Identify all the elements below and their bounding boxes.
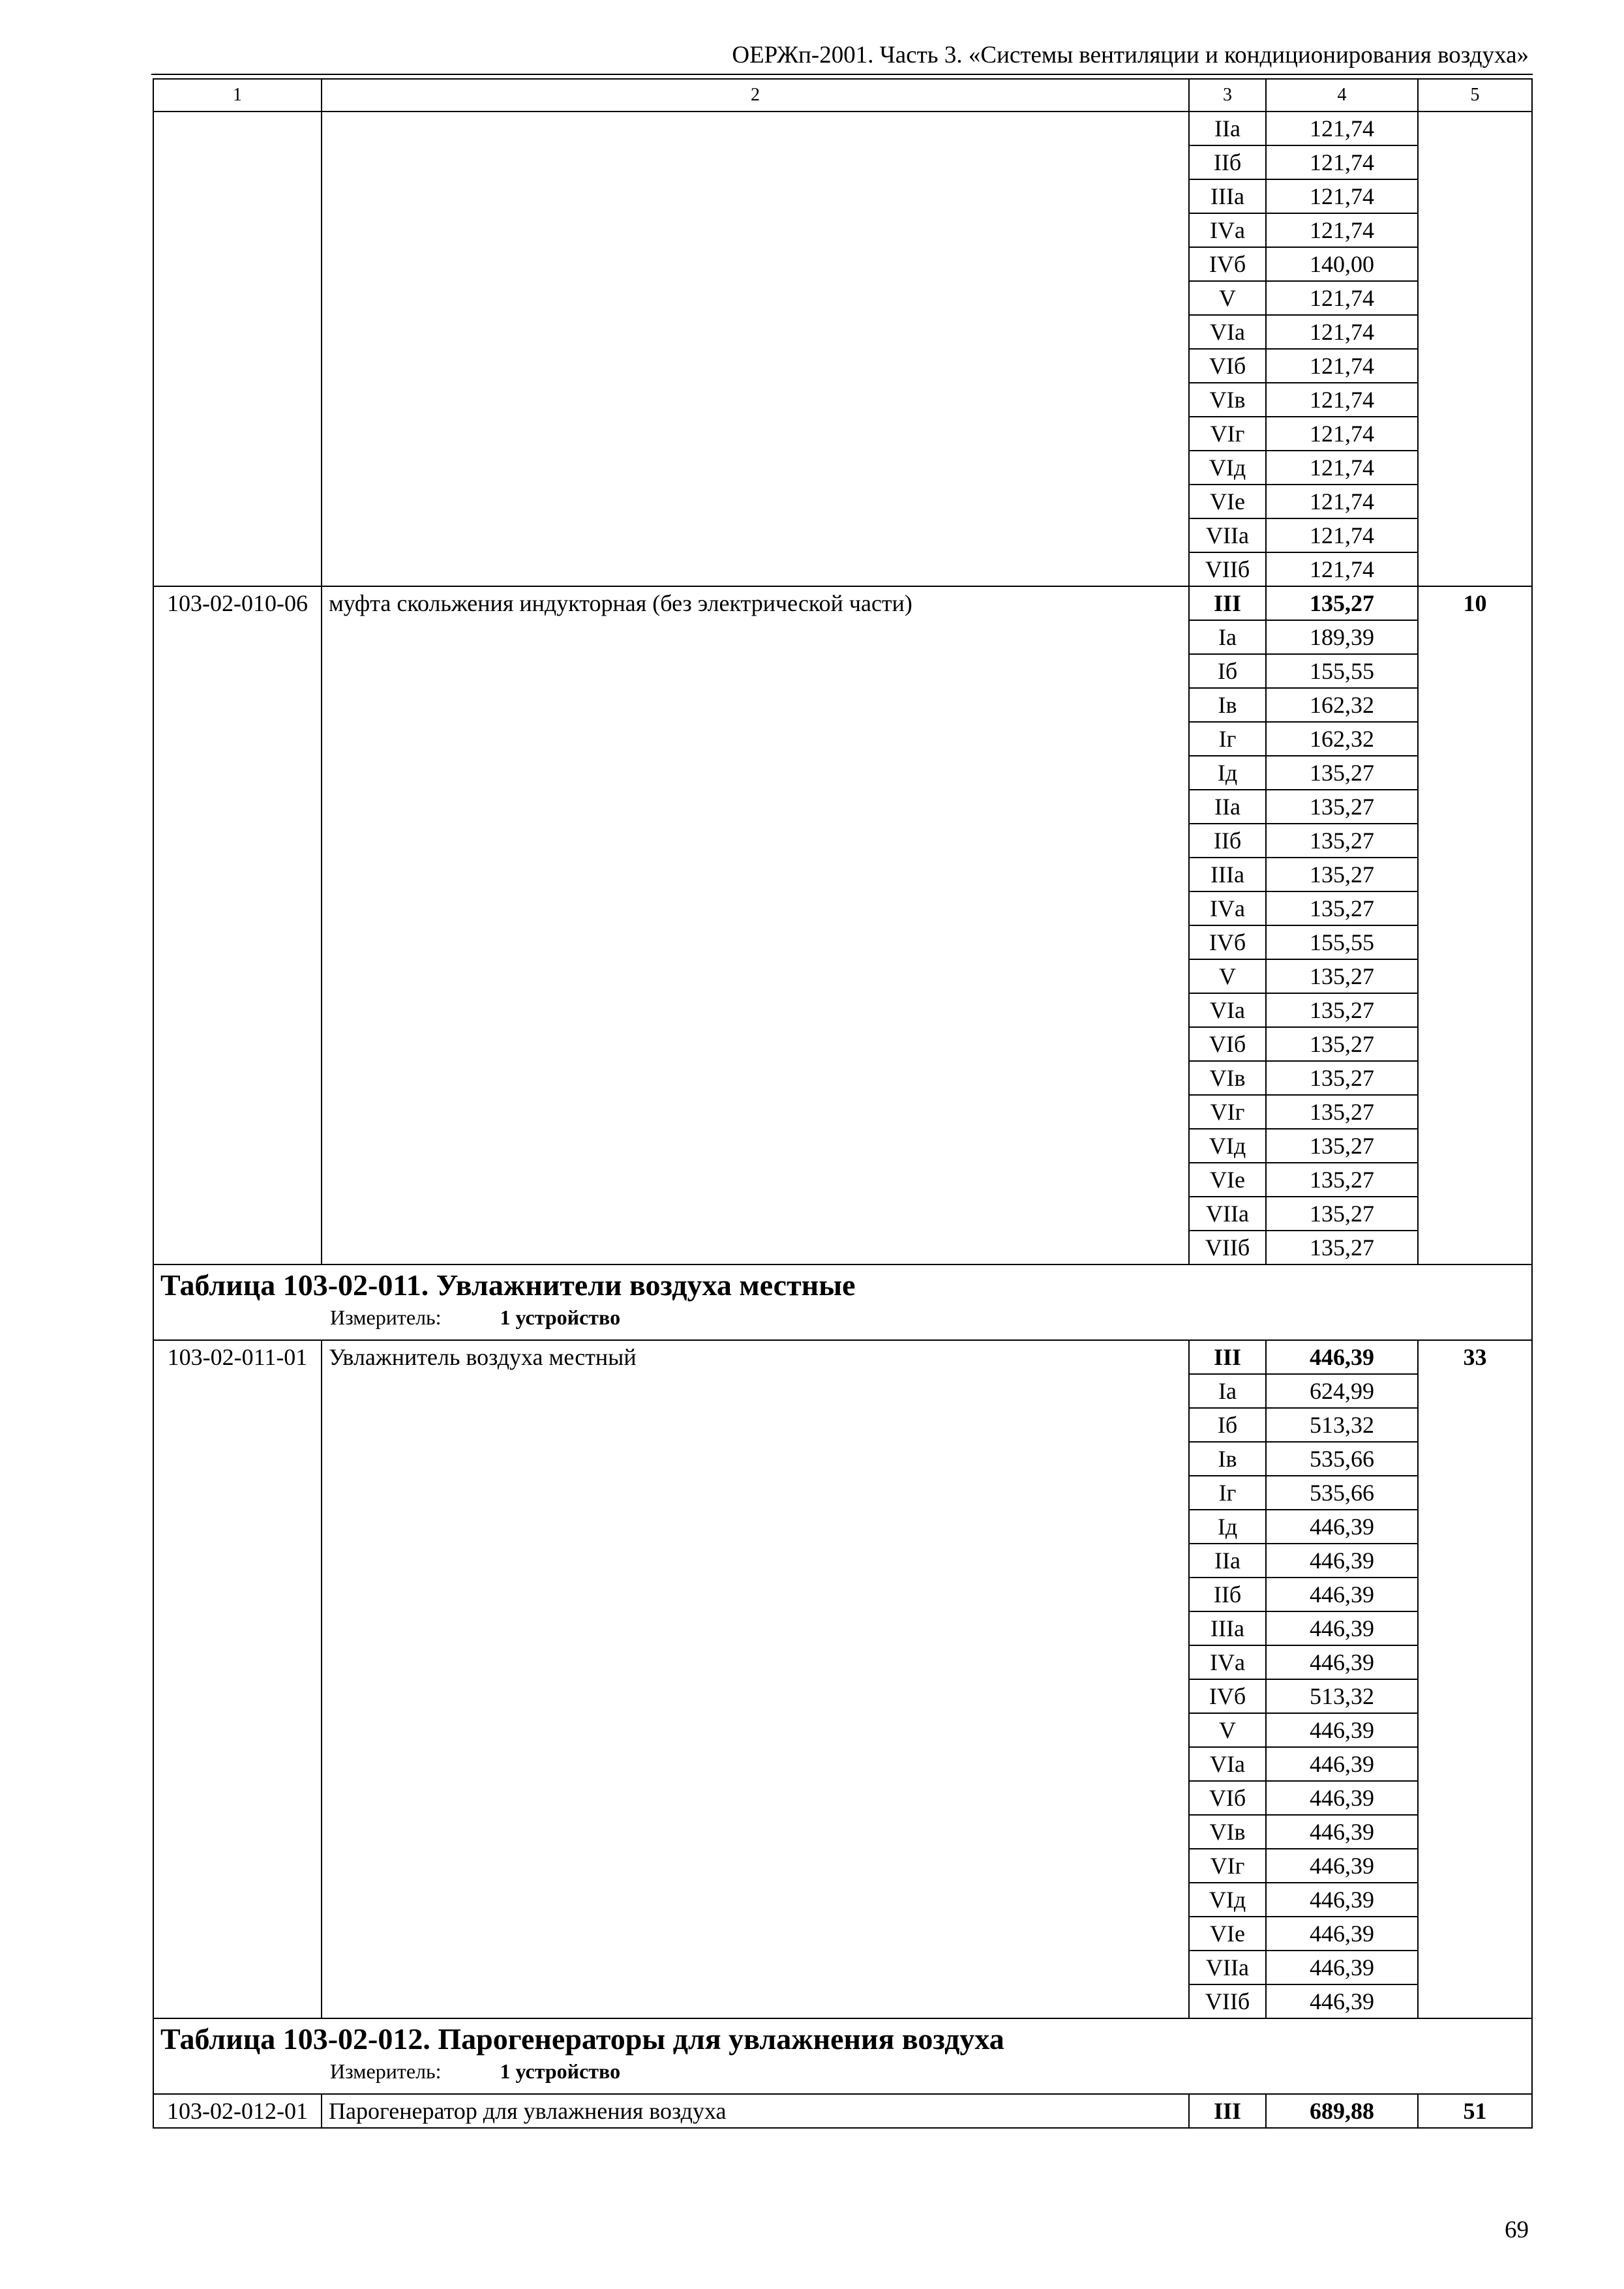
price-cell: 446,39: [1266, 1951, 1418, 1984]
section-header-row: [153, 1264, 1532, 1340]
zone-cell: Iб: [1189, 654, 1266, 688]
price-cell: 121,74: [1266, 552, 1418, 586]
measure-line: [160, 2058, 1531, 2084]
price-cell: 135,27: [1266, 1027, 1418, 1061]
zone-cell: VIд: [1189, 451, 1266, 485]
zone-cell: VIIб: [1189, 1984, 1266, 2018]
zone-cell: VIд: [1189, 1129, 1266, 1163]
table-row: [153, 112, 1532, 145]
zone-cell: VIб: [1189, 1781, 1266, 1815]
price-cell: 446,39: [1266, 1611, 1418, 1645]
zone-cell: VIIб: [1189, 552, 1266, 586]
price-cell: 135,27: [1266, 586, 1418, 620]
price-cell: 446,39: [1266, 1340, 1418, 1374]
zone-cell: Iд: [1189, 756, 1266, 790]
section-header-011: [153, 1264, 1532, 1340]
price-cell: 121,74: [1266, 179, 1418, 213]
zone-cell: VIIб: [1189, 1231, 1266, 1264]
zone-cell: Iв: [1189, 688, 1266, 722]
column-number-2: 2: [322, 79, 1189, 112]
zone-cell: IIб: [1189, 1578, 1266, 1611]
price-cell: 446,39: [1266, 1917, 1418, 1951]
price-cell: 162,32: [1266, 688, 1418, 722]
price-cell: 135,27: [1266, 1163, 1418, 1197]
measure-unit: 1 устройство: [500, 1306, 621, 1329]
price-cell: 446,39: [1266, 1815, 1418, 1849]
price-cell: 135,27: [1266, 1095, 1418, 1129]
price-cell: 535,66: [1266, 1442, 1418, 1476]
mass-cell-empty: [1418, 112, 1532, 586]
price-cell: 121,74: [1266, 315, 1418, 349]
price-cell: 135,27: [1266, 790, 1418, 824]
price-cell: 155,55: [1266, 654, 1418, 688]
price-cell: 135,27: [1266, 858, 1418, 891]
zone-cell: VIб: [1189, 349, 1266, 383]
mass-cell: 51: [1418, 2094, 1532, 2128]
price-cell: 189,39: [1266, 620, 1418, 654]
zone-cell: VIг: [1189, 417, 1266, 451]
zone-cell: VIа: [1189, 993, 1266, 1027]
zone-cell: IIб: [1189, 824, 1266, 858]
zone-cell: III: [1189, 586, 1266, 620]
zone-cell: IIIа: [1189, 858, 1266, 891]
price-cell: 135,27: [1266, 1061, 1418, 1095]
price-cell: 121,74: [1266, 213, 1418, 247]
zone-cell: Iд: [1189, 1510, 1266, 1544]
column-number-row: [153, 79, 1532, 112]
column-number-1: 1: [153, 79, 322, 112]
item-name: Увлажнитель воздуха местный: [322, 1340, 1189, 2018]
measure-label: Измеритель:: [330, 1306, 442, 1329]
column-number-5: 5: [1418, 79, 1532, 112]
zone-cell: Iв: [1189, 1442, 1266, 1476]
price-cell: 140,00: [1266, 247, 1418, 281]
price-cell: 446,39: [1266, 1781, 1418, 1815]
price-cell: 121,74: [1266, 383, 1418, 417]
table-row: [153, 2094, 1532, 2128]
price-cell: 121,74: [1266, 112, 1418, 145]
mass-cell: 10: [1418, 586, 1532, 1264]
price-cell: 135,27: [1266, 824, 1418, 858]
price-cell: 121,74: [1266, 485, 1418, 518]
price-cell: 162,32: [1266, 722, 1418, 756]
zone-cell: VIв: [1189, 383, 1266, 417]
price-cell: 135,27: [1266, 1197, 1418, 1231]
price-cell: 135,27: [1266, 756, 1418, 790]
zone-cell: III: [1189, 1340, 1266, 1374]
measure-unit: 1 устройство: [500, 2059, 621, 2083]
zone-cell: VIв: [1189, 1061, 1266, 1095]
zone-cell: Iг: [1189, 722, 1266, 756]
price-cell: 446,39: [1266, 1849, 1418, 1883]
zone-cell: VIа: [1189, 1747, 1266, 1781]
price-cell: 446,39: [1266, 1645, 1418, 1679]
zone-cell: VIIа: [1189, 1951, 1266, 1984]
measure-line: [160, 1304, 1531, 1330]
header-rule: [151, 74, 1533, 75]
price-cell: 446,39: [1266, 1578, 1418, 1611]
item-code: 103-02-010-06: [153, 586, 322, 1264]
price-cell: 446,39: [1266, 1747, 1418, 1781]
zone-cell: VIе: [1189, 485, 1266, 518]
zone-cell: IIа: [1189, 790, 1266, 824]
zone-cell: IVа: [1189, 213, 1266, 247]
price-cell: 135,27: [1266, 993, 1418, 1027]
table-row: [153, 586, 1532, 620]
section-header-row: [153, 2018, 1532, 2094]
price-cell: 121,74: [1266, 451, 1418, 485]
column-number-3: 3: [1189, 79, 1266, 112]
zone-cell: Iг: [1189, 1476, 1266, 1510]
zone-cell: IIа: [1189, 1544, 1266, 1578]
zone-cell: IVа: [1189, 1645, 1266, 1679]
price-cell: 446,39: [1266, 1544, 1418, 1578]
price-cell: 121,74: [1266, 417, 1418, 451]
measure-label: Измеритель:: [330, 2059, 442, 2083]
zone-cell: IVб: [1189, 925, 1266, 959]
price-cell: 121,74: [1266, 349, 1418, 383]
zone-cell: VIе: [1189, 1917, 1266, 1951]
zone-cell: V: [1189, 959, 1266, 993]
item-code-empty: [153, 112, 322, 586]
page-number: 69: [1505, 2217, 1529, 2243]
zone-cell: VIб: [1189, 1027, 1266, 1061]
zone-cell: VIIа: [1189, 518, 1266, 552]
item-name-empty: [322, 112, 1189, 586]
item-name: Парогенератор для увлажнения воздуха: [322, 2094, 1189, 2128]
mass-cell: 33: [1418, 1340, 1532, 2018]
price-cell: 689,88: [1266, 2094, 1418, 2128]
running-title: ОЕРЖп-2001. Часть 3. «Системы вентиляции и кондиционирования воздуха»: [732, 42, 1529, 68]
item-code: 103-02-011-01: [153, 1340, 322, 2018]
column-number-4: 4: [1266, 79, 1418, 112]
zone-cell: VIд: [1189, 1883, 1266, 1917]
zone-cell: VIг: [1189, 1095, 1266, 1129]
price-cell: 135,27: [1266, 1129, 1418, 1163]
price-cell: 446,39: [1266, 1984, 1418, 2018]
price-cell: 513,32: [1266, 1408, 1418, 1442]
zone-cell: VIа: [1189, 315, 1266, 349]
zone-cell: IVа: [1189, 891, 1266, 925]
zone-cell: VIIа: [1189, 1197, 1266, 1231]
price-cell: 446,39: [1266, 1510, 1418, 1544]
price-cell: 135,27: [1266, 959, 1418, 993]
zone-cell: IIа: [1189, 112, 1266, 145]
zone-cell: IVб: [1189, 247, 1266, 281]
table-row: [153, 1340, 1532, 1374]
zone-cell: V: [1189, 281, 1266, 315]
zone-cell: IIIа: [1189, 1611, 1266, 1645]
item-code: 103-02-012-01: [153, 2094, 322, 2128]
zone-cell: IIIа: [1189, 179, 1266, 213]
price-cell: 446,39: [1266, 1883, 1418, 1917]
zone-cell: Iа: [1189, 620, 1266, 654]
section-header-012: [153, 2018, 1532, 2094]
zone-cell: III: [1189, 2094, 1266, 2128]
price-cell: 121,74: [1266, 281, 1418, 315]
section-title: Таблица 103-02-011. Увлажнители воздуха местные: [160, 1268, 856, 1302]
zone-cell: Iб: [1189, 1408, 1266, 1442]
price-cell: 135,27: [1266, 1231, 1418, 1264]
zone-cell: VIв: [1189, 1815, 1266, 1849]
price-cell: 121,74: [1266, 145, 1418, 179]
price-cell: 446,39: [1266, 1713, 1418, 1747]
price-cell: 155,55: [1266, 925, 1418, 959]
zone-cell: VIе: [1189, 1163, 1266, 1197]
price-cell: 513,32: [1266, 1679, 1418, 1713]
price-cell: 135,27: [1266, 891, 1418, 925]
zone-cell: V: [1189, 1713, 1266, 1747]
zone-cell: IVб: [1189, 1679, 1266, 1713]
zone-cell: IIб: [1189, 145, 1266, 179]
price-cell: 121,74: [1266, 518, 1418, 552]
price-table: [153, 78, 1533, 2129]
price-cell: 624,99: [1266, 1374, 1418, 1408]
price-cell: 535,66: [1266, 1476, 1418, 1510]
section-title: Таблица 103-02-012. Парогенераторы для увлажнения воздуха: [160, 2022, 1004, 2056]
zone-cell: Iа: [1189, 1374, 1266, 1408]
item-name: муфта скольжения индукторная (без электрической части): [322, 586, 1189, 1264]
zone-cell: VIг: [1189, 1849, 1266, 1883]
